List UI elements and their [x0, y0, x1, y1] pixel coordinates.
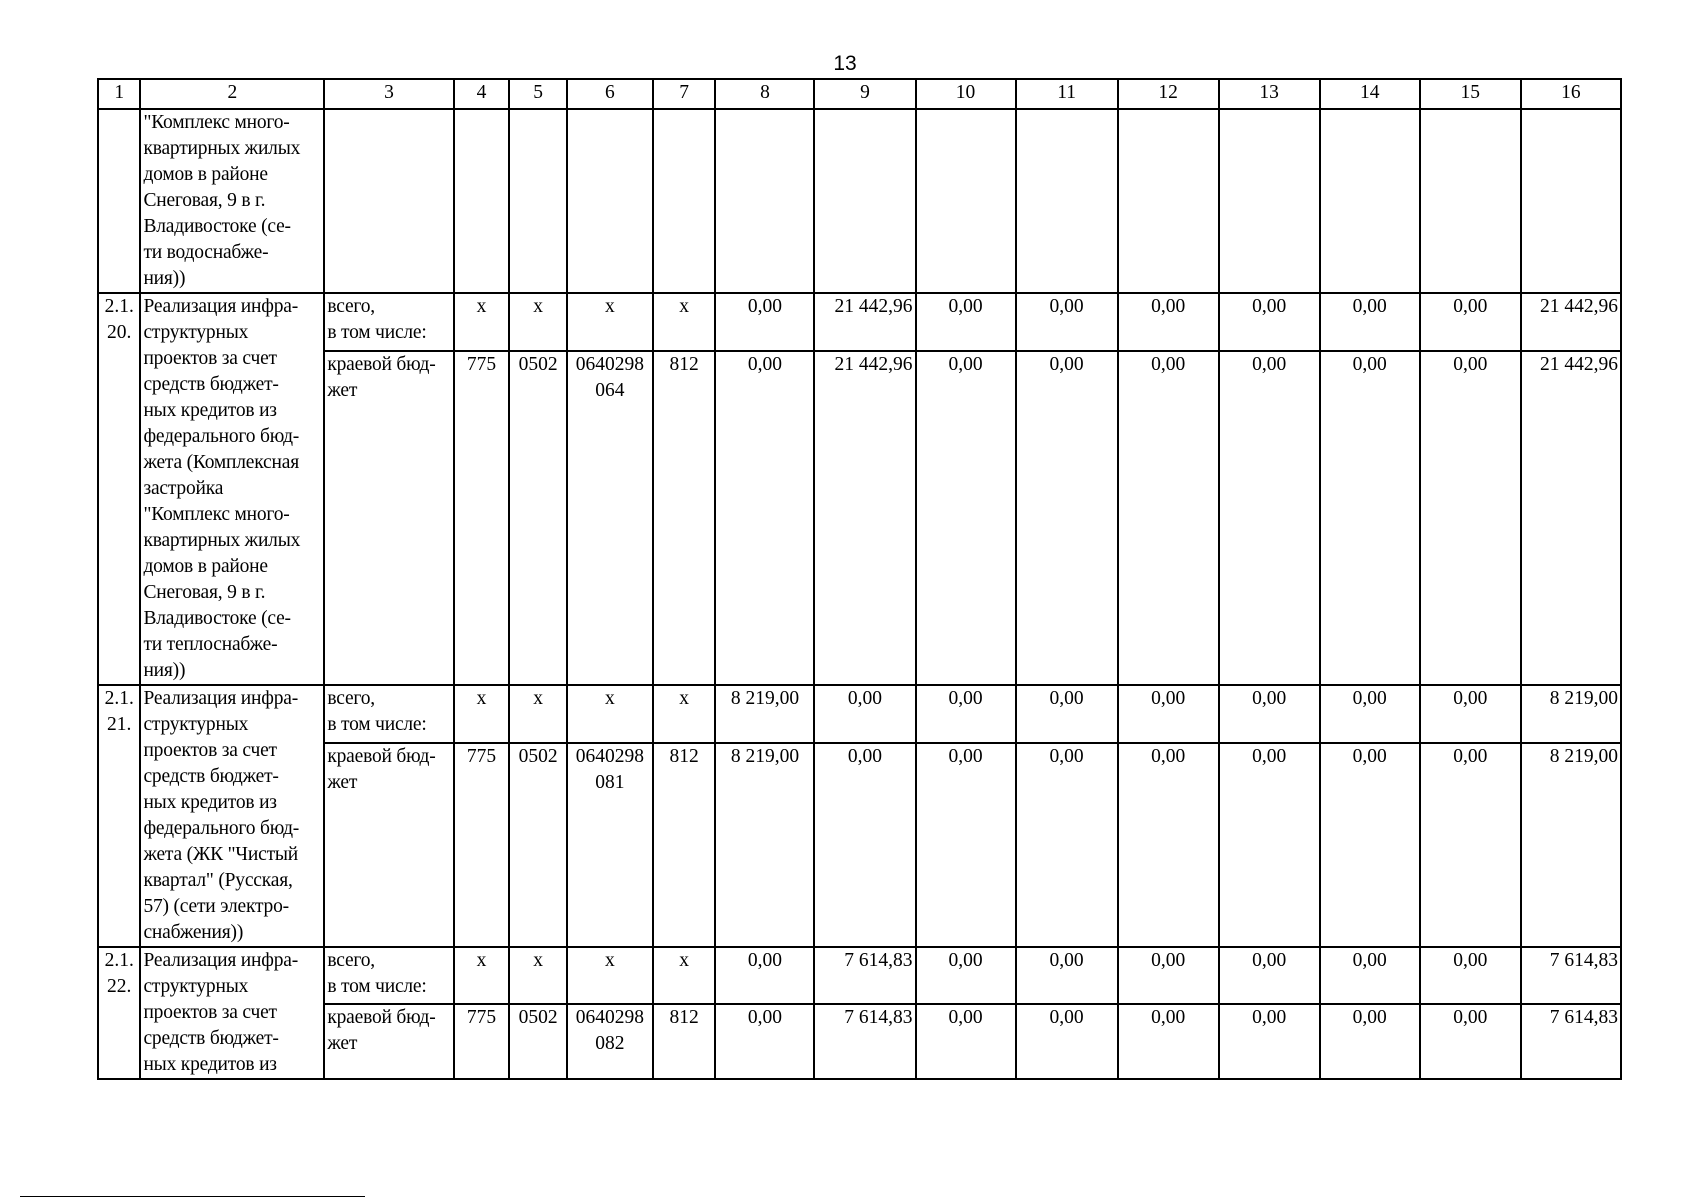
column-number-header: 3: [324, 79, 453, 109]
funding-source-cell: краевой бюд- жет: [324, 743, 453, 947]
continued-empty-cell: [1521, 109, 1621, 293]
amount-cell: 8 219,00: [715, 685, 814, 743]
code-cell-col4: x: [454, 947, 510, 1004]
amount-cell: 0,00: [916, 293, 1016, 351]
code-cell-col6: 0640298 064: [567, 351, 653, 685]
amount-cell: 0,00: [1420, 293, 1521, 351]
amount-cell: 0,00: [1320, 685, 1420, 743]
column-number-header: 5: [509, 79, 567, 109]
amount-cell: 0,00: [1016, 351, 1118, 685]
code-cell-col6: x: [567, 293, 653, 351]
code-cell-col7: 812: [653, 743, 716, 947]
amount-cell: 7 614,83: [1521, 947, 1621, 1004]
code-cell-col4: 775: [454, 1004, 510, 1079]
amount-cell: 0,00: [1219, 947, 1320, 1004]
continued-empty-cell: [916, 109, 1016, 293]
column-number-header: 2: [140, 79, 324, 109]
amount-cell: 0,00: [1219, 685, 1320, 743]
code-cell-col6: 0640298 081: [567, 743, 653, 947]
amount-cell: 0,00: [1219, 293, 1320, 351]
continued-empty-cell: [1219, 109, 1320, 293]
funding-source-cell: всего, в том числе:: [324, 685, 453, 743]
amount-cell: 0,00: [1219, 1004, 1320, 1079]
continued-empty-cell: [1118, 109, 1219, 293]
continued-empty-cell: [715, 109, 814, 293]
funding-source-cell: всего, в том числе:: [324, 947, 453, 1004]
continued-empty-cell: [509, 109, 567, 293]
amount-cell: 0,00: [916, 947, 1016, 1004]
row-index-cell: 2.1. 22.: [98, 947, 140, 1079]
column-number-header: 10: [916, 79, 1016, 109]
amount-cell: 8 219,00: [1521, 743, 1621, 947]
code-cell-col7: x: [653, 947, 716, 1004]
amount-cell: 0,00: [916, 685, 1016, 743]
row-description-cell: Реализация инфра- структурных проектов за счет средств бюджет- ных кредитов из федерального бюд- жета (Комплексная застройка "Комплекс много- квартирных жилых домов в районе Снеговая, 9 в г. Владивостоке (се- ти теплоснабже- ния)): [140, 293, 324, 685]
amount-cell: 0,00: [1016, 293, 1118, 351]
code-cell-col7: 812: [653, 351, 716, 685]
code-cell-col5: x: [509, 685, 567, 743]
table-row-regional-budget: [98, 743, 1621, 947]
amount-cell: 0,00: [916, 351, 1016, 685]
amount-cell: 0,00: [1420, 685, 1521, 743]
code-cell-col6: x: [567, 947, 653, 1004]
column-number-header-row: [98, 79, 1621, 109]
code-cell-col5: x: [509, 293, 567, 351]
code-cell-col4: 775: [454, 743, 510, 947]
code-cell-col6: x: [567, 685, 653, 743]
amount-cell: 0,00: [1118, 1004, 1219, 1079]
code-cell-col4: 775: [454, 351, 510, 685]
funding-source-cell: краевой бюд- жет: [324, 1004, 453, 1079]
row-description-cell: Реализация инфра- структурных проектов за счет средств бюджет- ных кредитов из: [140, 947, 324, 1079]
amount-cell: 0,00: [1118, 293, 1219, 351]
column-number-header: 15: [1420, 79, 1521, 109]
code-cell-col5: 0502: [509, 743, 567, 947]
amount-cell: 0,00: [1420, 1004, 1521, 1079]
continued-empty-cell: [1016, 109, 1118, 293]
amount-cell: 0,00: [1219, 351, 1320, 685]
amount-cell: 0,00: [1320, 947, 1420, 1004]
amount-cell: 8 219,00: [715, 743, 814, 947]
amount-cell: 8 219,00: [1521, 685, 1621, 743]
amount-cell: 0,00: [1016, 1004, 1118, 1079]
continued-empty-cell: [1320, 109, 1420, 293]
amount-cell: 0,00: [1118, 947, 1219, 1004]
amount-cell: 0,00: [1420, 947, 1521, 1004]
amount-cell: 0,00: [1320, 293, 1420, 351]
budget-table: [97, 78, 1622, 1080]
amount-cell: 7 614,83: [1521, 1004, 1621, 1079]
column-number-header: 9: [814, 79, 915, 109]
amount-cell: 7 614,83: [814, 1004, 915, 1079]
amount-cell: 0,00: [1016, 743, 1118, 947]
amount-cell: 0,00: [715, 293, 814, 351]
continued-description-cell: "Комплекс много- квартирных жилых домов в районе Снеговая, 9 в г. Владивостоке (се- ти водоснабже- ния)): [140, 109, 324, 293]
amount-cell: 0,00: [715, 351, 814, 685]
table-row-total: [98, 947, 1621, 1004]
continued-index-cell: [98, 109, 140, 293]
amount-cell: 0,00: [1118, 685, 1219, 743]
column-number-header: 13: [1219, 79, 1320, 109]
amount-cell: 0,00: [1320, 1004, 1420, 1079]
page-number: 13: [833, 52, 857, 75]
column-number-header: 14: [1320, 79, 1420, 109]
amount-cell: 21 442,96: [1521, 351, 1621, 685]
row-index-cell: 2.1. 21.: [98, 685, 140, 947]
column-number-header: 11: [1016, 79, 1118, 109]
column-number-header: 1: [98, 79, 140, 109]
continued-empty-cell: [814, 109, 915, 293]
column-number-header: 6: [567, 79, 653, 109]
code-cell-col7: x: [653, 685, 716, 743]
amount-cell: 0,00: [1016, 685, 1118, 743]
amount-cell: 21 442,96: [1521, 293, 1621, 351]
table-row-total: [98, 685, 1621, 743]
table-body: [98, 79, 1621, 1079]
code-cell-col6: 0640298 082: [567, 1004, 653, 1079]
amount-cell: 0,00: [715, 947, 814, 1004]
continued-empty-cell: [653, 109, 716, 293]
column-number-header: 16: [1521, 79, 1621, 109]
amount-cell: 0,00: [1016, 947, 1118, 1004]
code-cell-col5: 0502: [509, 351, 567, 685]
row-description-cell: Реализация инфра- структурных проектов за счет средств бюджет- ных кредитов из федерального бюд- жета (ЖК "Чистый квартал" (Русская, 57) (сети электро- снабжения)): [140, 685, 324, 947]
continued-empty-cell: [1420, 109, 1521, 293]
code-cell-col7: 812: [653, 1004, 716, 1079]
column-number-header: 12: [1118, 79, 1219, 109]
amount-cell: 0,00: [1420, 351, 1521, 685]
amount-cell: 0,00: [814, 685, 915, 743]
amount-cell: 0,00: [1118, 743, 1219, 947]
code-cell-col7: x: [653, 293, 716, 351]
funding-source-cell: всего, в том числе:: [324, 293, 453, 351]
amount-cell: 0,00: [1118, 351, 1219, 685]
amount-cell: 21 442,96: [814, 293, 915, 351]
amount-cell: 7 614,83: [814, 947, 915, 1004]
amount-cell: 0,00: [916, 1004, 1016, 1079]
amount-cell: 21 442,96: [814, 351, 915, 685]
row-index-cell: 2.1. 20.: [98, 293, 140, 685]
continued-empty-cell: [567, 109, 653, 293]
column-number-header: 4: [454, 79, 510, 109]
amount-cell: 0,00: [814, 743, 915, 947]
code-cell-col4: x: [454, 685, 510, 743]
continued-empty-cell: [454, 109, 510, 293]
table-row-regional-budget: [98, 351, 1621, 685]
code-cell-col4: x: [454, 293, 510, 351]
amount-cell: 0,00: [1320, 743, 1420, 947]
table-row-regional-budget: [98, 1004, 1621, 1079]
column-number-header: 8: [715, 79, 814, 109]
funding-source-cell: краевой бюд- жет: [324, 351, 453, 685]
amount-cell: 0,00: [715, 1004, 814, 1079]
continued-row: [98, 109, 1621, 293]
amount-cell: 0,00: [1219, 743, 1320, 947]
amount-cell: 0,00: [1320, 351, 1420, 685]
code-cell-col5: x: [509, 947, 567, 1004]
table-row-total: [98, 293, 1621, 351]
column-number-header: 7: [653, 79, 716, 109]
amount-cell: 0,00: [916, 743, 1016, 947]
continued-empty-cell: [324, 109, 453, 293]
code-cell-col5: 0502: [509, 1004, 567, 1079]
amount-cell: 0,00: [1420, 743, 1521, 947]
footnote-separator-line: [20, 1196, 365, 1197]
